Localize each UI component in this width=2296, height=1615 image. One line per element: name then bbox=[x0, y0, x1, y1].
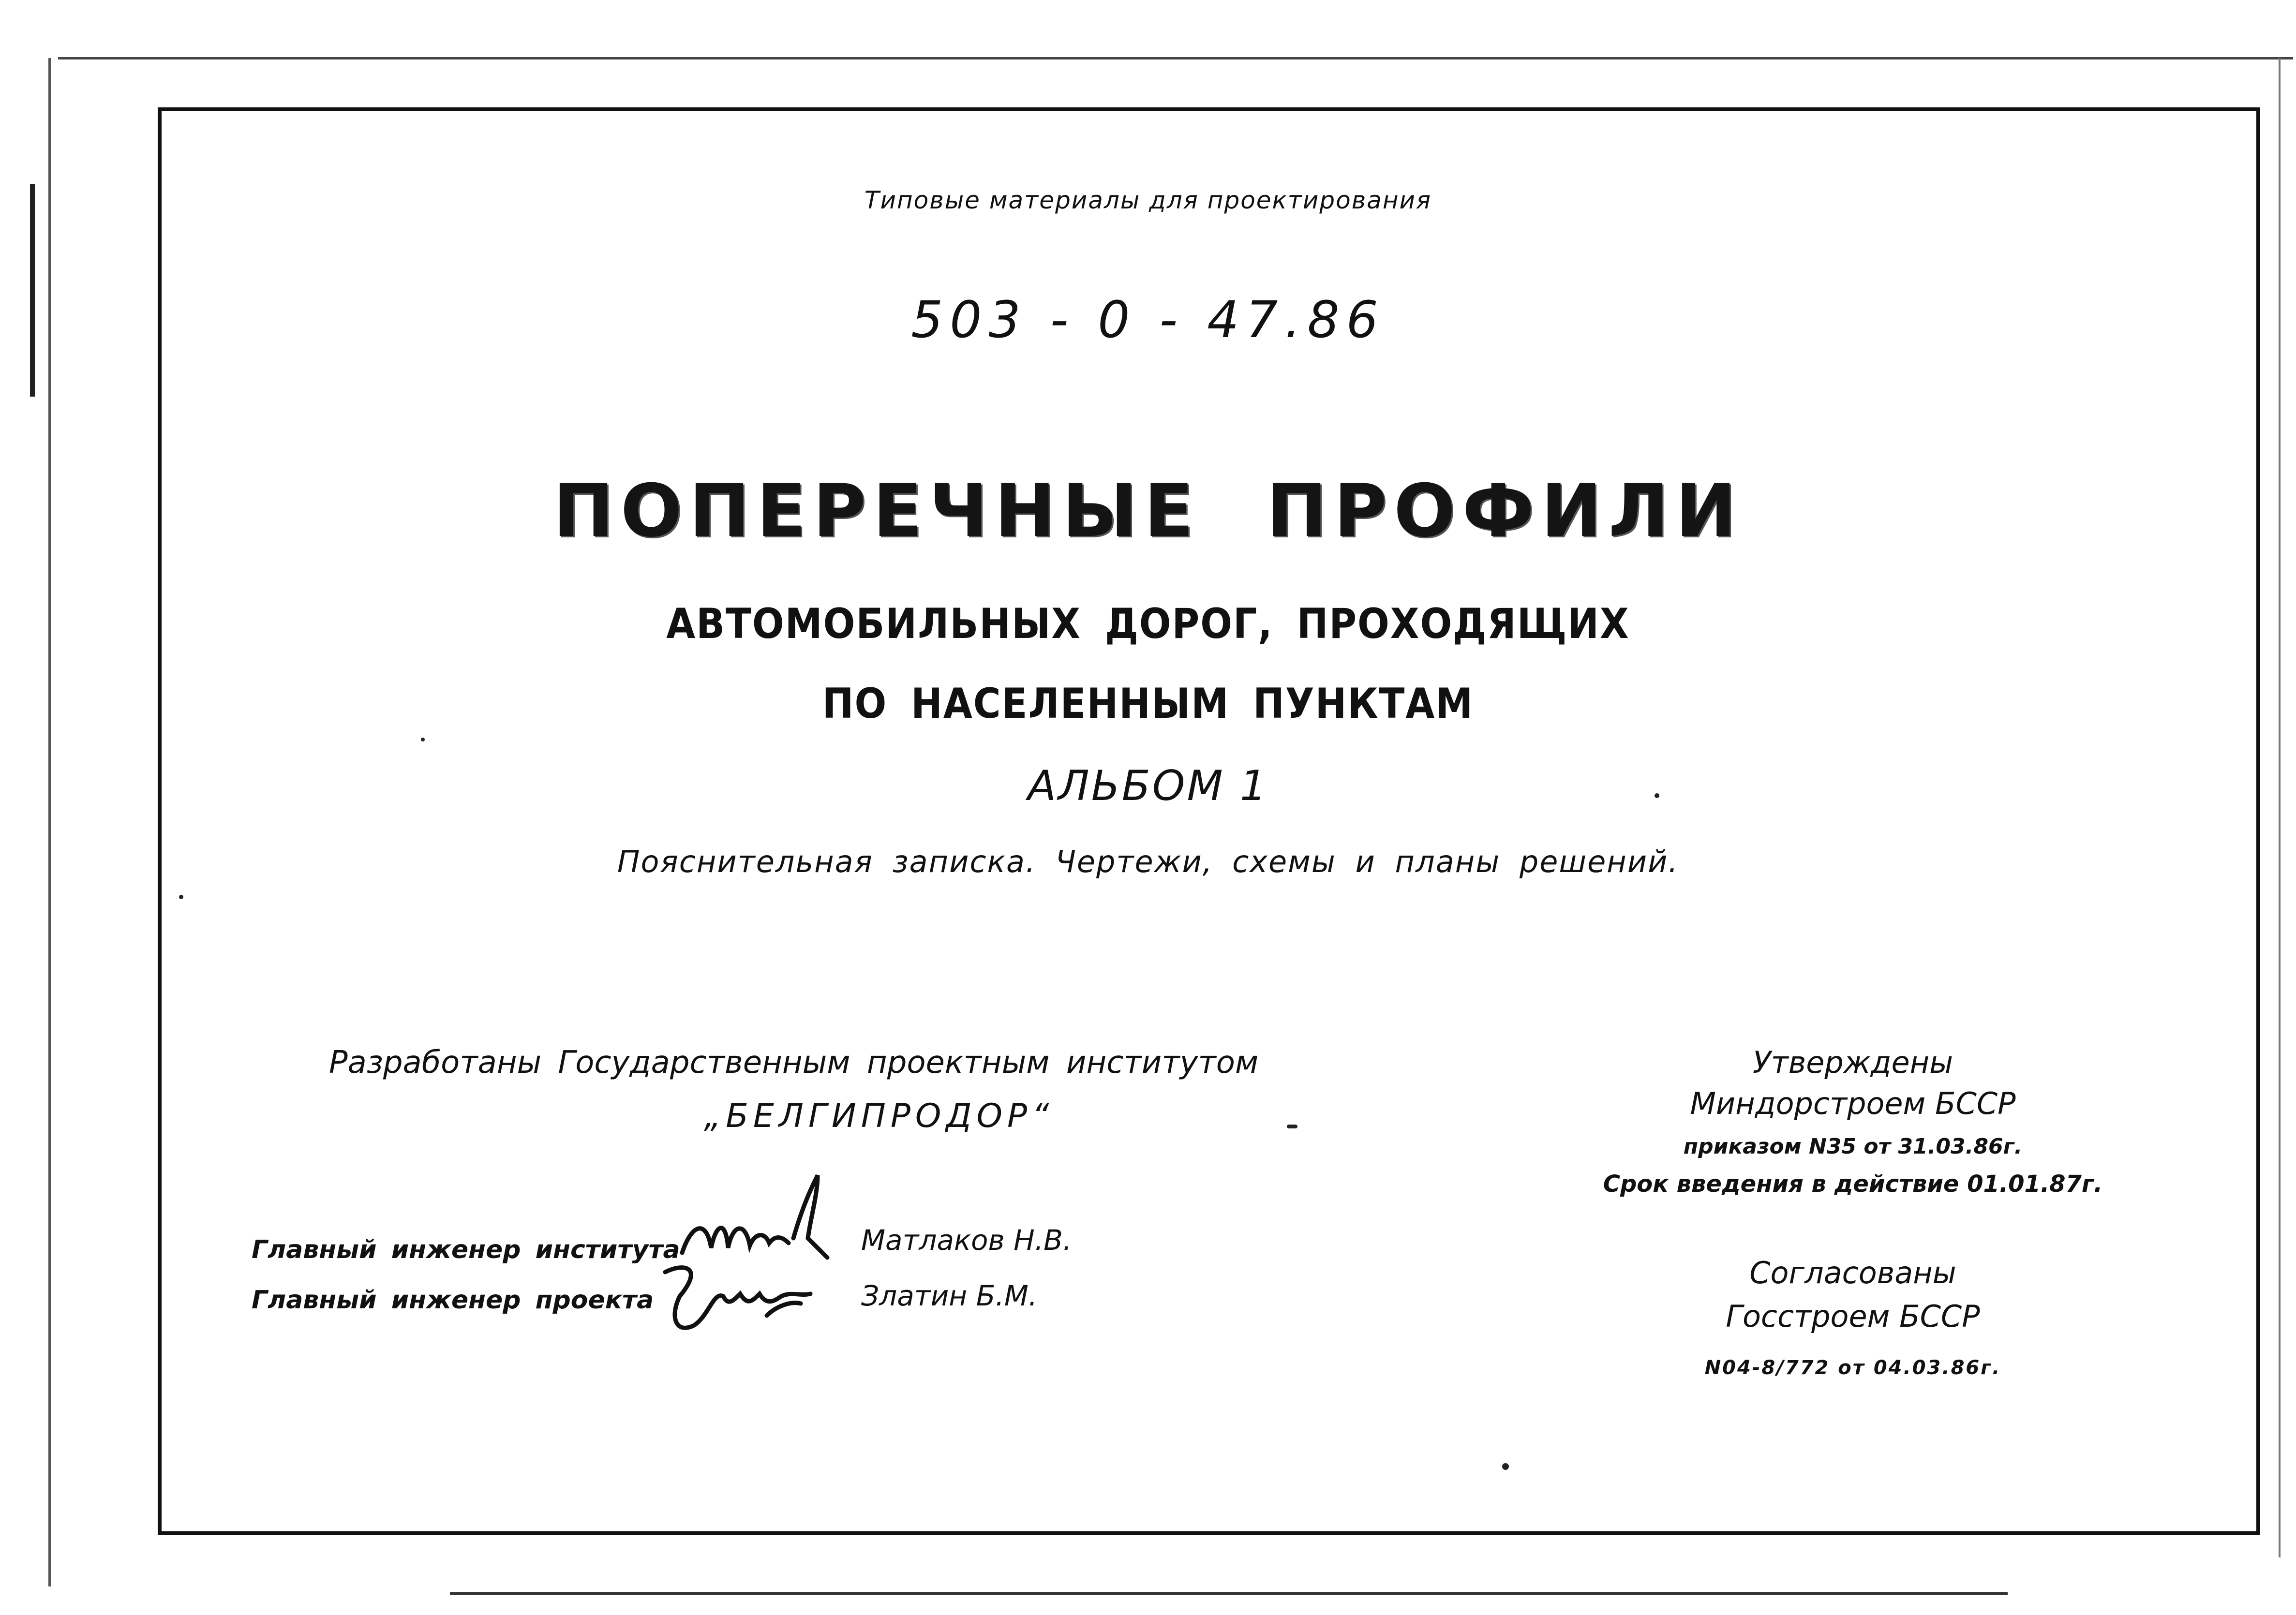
subtitle-line-1: АВТОМОБИЛЬНЫХ ДОРОГ, ПРОХОДЯЩИХ bbox=[666, 600, 1630, 648]
album-contents: Пояснительная записка. Чертежи, схемы и планы решений. bbox=[617, 844, 1679, 879]
sheet-edge-left bbox=[48, 58, 51, 1586]
signatory-name-1: Матлаков Н.В. bbox=[861, 1224, 1072, 1257]
effective-date: Срок введения в действие 01.01.87г. bbox=[1603, 1171, 2103, 1198]
agreement-number: N04-8/772 от 04.03.86г. bbox=[1704, 1357, 2001, 1379]
document-code: 503 - 0 - 47.86 bbox=[911, 290, 1385, 349]
scan-speck bbox=[1502, 1463, 1509, 1470]
album-number: АЛЬБОМ 1 bbox=[1028, 762, 1268, 810]
signatory-role-2: Главный инженер проекта bbox=[252, 1286, 654, 1315]
developer-organization: „БЕЛГИПРОДОР“ bbox=[704, 1097, 1054, 1135]
scan-speck bbox=[1655, 793, 1659, 798]
signature-2 bbox=[651, 1253, 835, 1340]
series-note: Типовые материалы для проектирования bbox=[864, 186, 1432, 214]
sheet-edge-top bbox=[58, 57, 2293, 59]
scan-speck bbox=[1287, 1125, 1297, 1128]
approval-heading: Утверждены bbox=[1752, 1045, 1953, 1080]
developer-line: Разработаны Государственным проектным институтом bbox=[329, 1045, 1259, 1081]
scan-speck bbox=[421, 738, 425, 741]
agreement-heading: Согласованы bbox=[1749, 1255, 1956, 1290]
sheet-edge-bottom bbox=[450, 1592, 2008, 1595]
signatory-role-1: Главный инженер института bbox=[252, 1235, 680, 1264]
main-title: ПОПЕРЕЧНЫЕ ПРОФИЛИ bbox=[553, 469, 1743, 553]
approval-authority: Миндорстроем БССР bbox=[1690, 1086, 2016, 1121]
agreement-authority: Госстроем БССР bbox=[1726, 1299, 1980, 1334]
subtitle-line-2: ПО НАСЕЛЕННЫМ ПУНКТАМ bbox=[822, 680, 1474, 728]
signatory-name-2: Златин Б.М. bbox=[861, 1279, 1038, 1312]
scan-speck bbox=[179, 895, 183, 899]
approval-order: приказом N35 от 31.03.86г. bbox=[1683, 1134, 2023, 1159]
